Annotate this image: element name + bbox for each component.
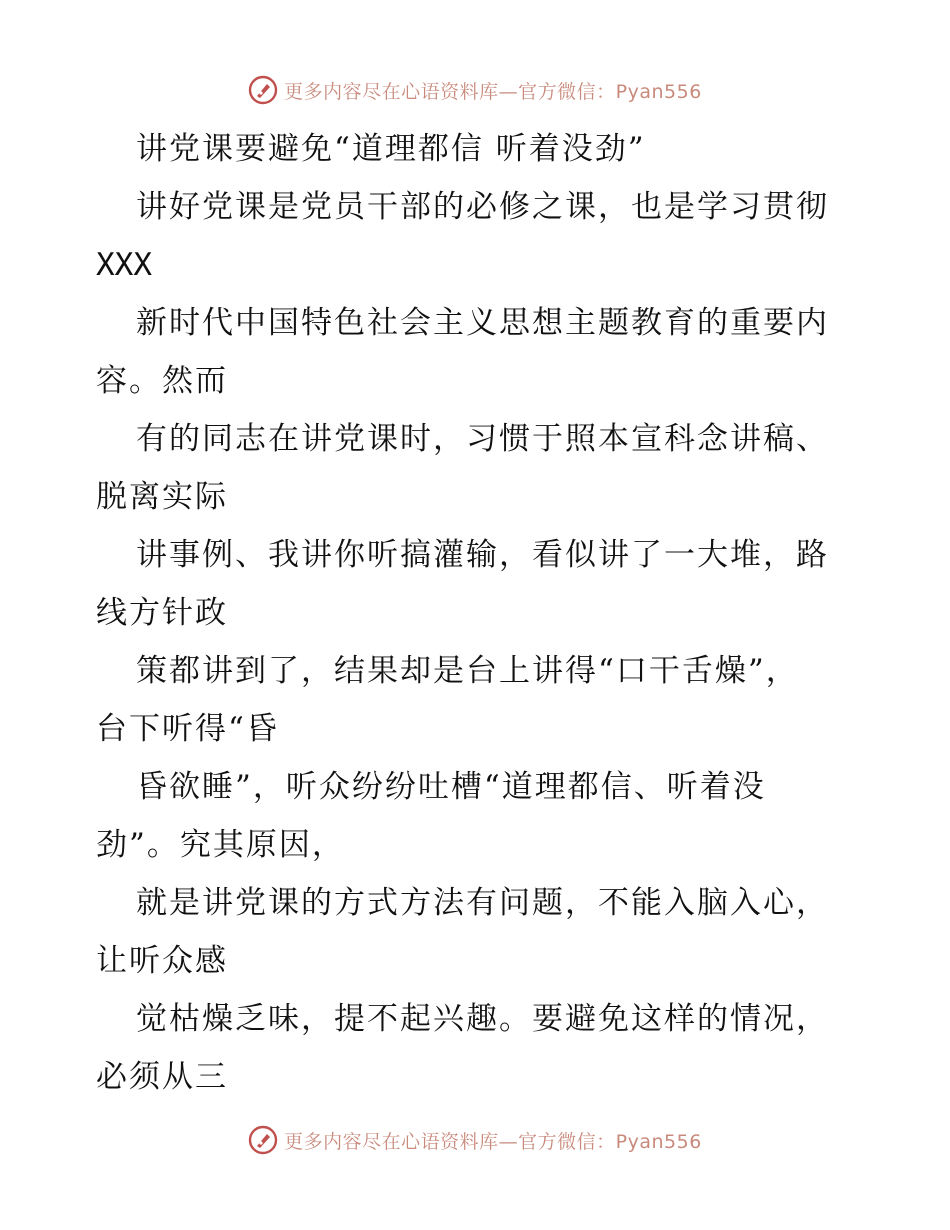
paragraph-line: 觉枯燥乏味，提不起兴趣。要避免这样的情况， — [136, 1001, 829, 1037]
paragraph-line: 讲事例、我讲你听搞灌输，看似讲了一大堆，路 — [136, 537, 829, 573]
paragraph-line: 昏欲睡”，听众纷纷吐槽“道理都信、听着没 — [136, 769, 766, 805]
pen-nib-logo-icon — [248, 1125, 278, 1155]
paragraph-line: 线方针政 — [96, 595, 228, 631]
paragraph-line: 策都讲到了，结果却是台上讲得“口干舌燥”， — [136, 653, 799, 689]
paragraph-line: 脱离实际 — [96, 479, 228, 515]
paragraph-line: 必须从三 — [96, 1059, 228, 1095]
pen-nib-logo-icon — [248, 75, 278, 105]
document-body — [96, 120, 856, 1106]
header-watermark — [0, 72, 950, 108]
paragraph-line: 劲”。究其原因， — [96, 827, 345, 863]
watermark-text: 更多内容尽在心语资料库—官方微信：Pyan556 — [284, 80, 702, 103]
paragraph-line: 新时代中国特色社会主义思想主题教育的重要内 — [136, 305, 829, 341]
paragraph-line: XXX — [96, 247, 152, 283]
paragraph-line: 让听众感 — [96, 943, 228, 979]
document-title-line: 讲党课要避免“道理都信 听着没劲” — [136, 131, 646, 167]
paragraph-line: 有的同志在讲党课时，习惯于照本宣科念讲稿、 — [136, 421, 829, 457]
paragraph-line: 容。然而 — [96, 363, 228, 399]
watermark-text: 更多内容尽在心语资料库—官方微信：Pyan556 — [284, 1130, 702, 1153]
paragraph-line: 台下听得“昏 — [96, 711, 279, 747]
footer-watermark — [0, 1122, 950, 1158]
paragraph-line: 讲好党课是党员干部的必修之课，也是学习贯彻 — [136, 189, 829, 225]
paragraph-line: 就是讲党课的方式方法有问题，不能入脑入心， — [136, 885, 829, 921]
